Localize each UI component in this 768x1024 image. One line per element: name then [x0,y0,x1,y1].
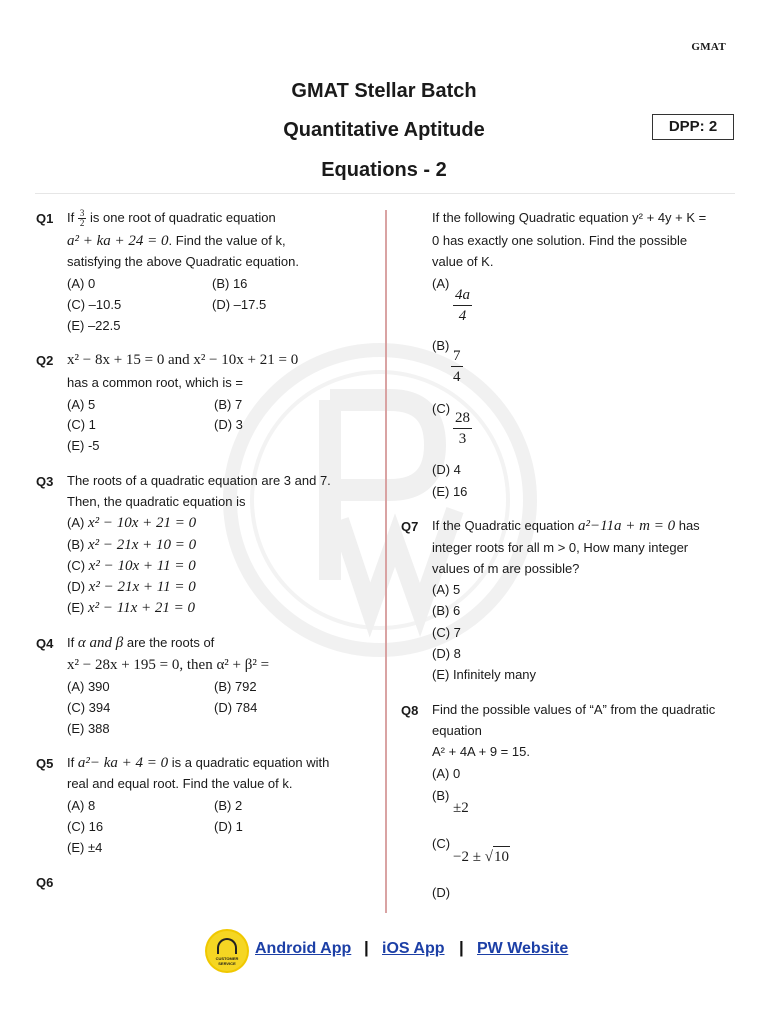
q1-option-a: (A) 0 [67,276,96,291]
q7-option-b: (B) 6 [432,603,461,618]
q4-option-d: (D) 784 [214,700,258,715]
question-number-q5: Q5 [36,756,54,771]
customer-service-logo[interactable] [207,931,247,971]
q2-option-d: (D) 3 [214,417,243,432]
q3-option-b: (B) x² − 21x + 10 = 0 [67,537,197,553]
q7-line3: values of m are possible? [432,561,580,576]
q1-fraction: $\frac{3}{2}$ [79,208,85,229]
q5-line2: real and equal root. Find the value of k. [67,776,293,791]
q4-option-b: (B) 792 [214,679,257,694]
q1-line1: If $\frac{3}{2}$ is one root of quadratic equation [67,208,276,229]
q4-line2: x² − 28x + 195 = 0, then α² + β² = [67,657,270,673]
q6-option-c-fraction: $\frac{28}{3}$ [455,410,470,447]
q8-option-c-math: −2 ± √10 [453,846,510,868]
q2-option-a: (A) 5 [67,397,96,412]
q4-option-e: (E) 388 [67,721,110,736]
q8-sqrt-radicand: 10 [493,846,510,868]
q3-option-c: (C) x² − 10x + 11 = 0 [67,558,196,574]
pw-watermark-logo [220,340,540,660]
question-number-q2: Q2 [36,353,54,368]
ios-app-link[interactable]: iOS App [382,940,445,957]
page-subtitle: Quantitative Aptitude [283,119,485,141]
q8-option-d: (D) [432,885,451,900]
q5-option-a: (A) 8 [67,798,96,813]
q1-line2: a² + ka + 24 = 0. Find the value of k, [67,233,286,249]
q5-option-e: (E) ±4 [67,840,103,855]
q8-line3: A² + 4A + 9 = 15. [432,744,530,759]
question-number-q4: Q4 [36,636,54,651]
q3-line1: The roots of a quadratic equation are 3 and 7. [67,473,331,488]
q4-option-a: (A) 390 [67,679,110,694]
q7-option-d: (D) 8 [432,646,461,661]
q6-option-e: (E) 16 [432,484,468,499]
q7-option-e: (E) Infinitely many [432,667,537,682]
q6-option-b-fraction: $\frac{7}{4}$ [453,348,461,385]
brand-label: GMAT [691,41,726,53]
page-title: GMAT Stellar Batch [291,80,477,102]
q1-option-c: (C) –10.5 [67,297,122,312]
question-number-q8: Q8 [401,703,419,718]
q2-line1: x² − 8x + 15 = 0 and x² − 10x + 21 = 0 [67,352,299,368]
q6-option-c-label: (C) [432,401,451,416]
q1-option-e: (E) –22.5 [67,318,121,333]
q7-line2: integer roots for all m > 0, How many integer [432,540,689,555]
column-divider [385,210,387,913]
q5-option-c: (C) 16 [67,819,104,834]
q5-option-b: (B) 2 [214,798,243,813]
q2-option-e: (E) -5 [67,438,100,453]
question-number-q3: Q3 [36,474,54,489]
pw-website-link[interactable]: PW Website [477,940,569,957]
page-topic: Equations - 2 [321,159,447,181]
q8-option-a: (A) 0 [432,766,461,781]
q4-option-c: (C) 394 [67,700,111,715]
q6-line2: 0 has exactly one solution. Find the possible [432,233,688,248]
q1-option-b: (B) 16 [212,276,248,291]
headset-icon [217,938,237,954]
q2-option-c: (C) 1 [67,417,96,432]
q8-option-b-label: (B) [432,788,450,803]
q2-line2: has a common root, which is = [67,375,243,390]
q6-option-a-label: (A) [432,276,450,291]
q1-line3: satisfying the above Quadratic equation. [67,254,299,269]
question-number-q7: Q7 [401,519,419,534]
q8-option-b-math: ±2 [453,800,469,816]
q3-line2: Then, the quadratic equation is [67,494,246,509]
q6-option-a-fraction: $\frac{4a}{4}$ [455,287,470,324]
q5-option-d: (D) 1 [214,819,243,834]
q6-line3: value of K. [432,254,494,269]
header-divider [35,193,735,194]
footer-separator: | [364,938,369,957]
q6-option-d: (D) 4 [432,462,461,477]
q3-option-d: (D) x² − 21x + 11 = 0 [67,579,196,595]
question-number-q1: Q1 [36,211,54,226]
q4-line1: If α and β are the roots of [67,635,215,651]
q7-option-c: (C) 7 [432,625,461,640]
q1-option-d: (D) –17.5 [212,297,267,312]
logo-text: CUSTOMER SERVICE [215,956,239,966]
q6-line1: If the following Quadratic equation y² + 4y + K = [432,210,707,225]
q7-option-a: (A) 5 [432,582,461,597]
q8-option-c-label: (C) [432,836,451,851]
question-number-q6: Q6 [36,875,54,890]
q6-option-b-label: (B) [432,338,450,353]
q8-line2: equation [432,723,482,738]
footer-separator: | [459,938,464,957]
q8-line1: Find the possible values of “A” from the quadratic [432,702,716,717]
android-app-link[interactable]: Android App [255,940,352,957]
q2-option-b: (B) 7 [214,397,243,412]
q5-line1: If a²− ka + 4 = 0 is a quadratic equation with [67,755,330,771]
q7-line1: If the Quadratic equation a²−11a + m = 0 has [432,518,700,534]
q3-option-e: (E) x² − 11x + 21 = 0 [67,600,196,616]
dpp-badge: DPP: 2 [652,114,734,140]
q3-option-a: (A) x² − 10x + 21 = 0 [67,515,197,531]
